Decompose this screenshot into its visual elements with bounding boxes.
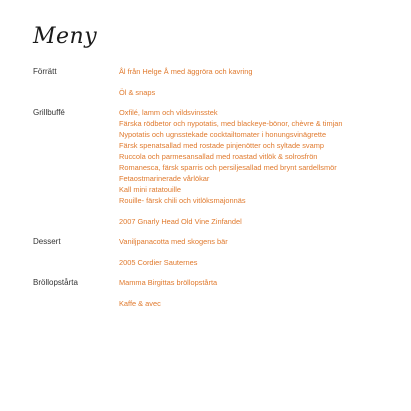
section-label: Grillbuffé	[33, 108, 65, 117]
section-items	[119, 236, 393, 268]
menu-list	[33, 66, 393, 318]
section-items	[119, 277, 393, 309]
menu-item: Kall mini ratatouille	[119, 185, 182, 194]
menu-item: Ål från Helge Å med äggröra och kavring	[119, 67, 253, 76]
menu-section-forratt	[33, 66, 393, 98]
menu-item: Färsk spenatsallad med rostade pinjenötter och syltade svamp	[119, 141, 324, 150]
section-label: Förrätt	[33, 67, 57, 76]
menu-item: Kaffe & avec	[119, 299, 161, 308]
section-label: Dessert	[33, 237, 61, 246]
menu-title: Meny	[33, 24, 98, 49]
menu-item: Romanesca, färsk sparris och persiljesallad med brynt sardellsmör	[119, 163, 337, 172]
section-items	[119, 107, 393, 227]
menu-item: Ruccola och parmesansallad med roastad vitlök & solrosfrön	[119, 152, 318, 161]
menu-item: Vaniljpanacotta med skogens bär	[119, 237, 228, 246]
section-items	[119, 66, 393, 98]
menu-item: Oxfilé, lamm och vildsvinsstek	[119, 108, 218, 117]
section-label: Bröllopstårta	[33, 278, 78, 287]
menu-section-grillbuffe	[33, 107, 393, 227]
menu-item: Nypotatis och ugnsstekade cocktailtomater i honungsvinägrette	[119, 130, 327, 139]
menu-item: Rouille- färsk chili och vitlöksmajonnäs	[119, 196, 246, 205]
drink-item: Öl & snaps	[119, 88, 156, 97]
drink-item: 2007 Gnarly Head Old Vine Zinfandel	[119, 217, 242, 226]
drink-item: 2005 Cordier Sauternes	[119, 258, 198, 267]
menu-item: Mamma Birgittas bröllopstårta	[119, 278, 218, 287]
menu-item: Färska rödbetor och nypotatis, med blackeye-bönor, chèvre & timjan	[119, 119, 343, 128]
menu-section-dessert	[33, 236, 393, 268]
menu-section-brollopstarta	[33, 277, 393, 309]
menu-item: Fetaostmarinerade vårlökar	[119, 174, 210, 183]
